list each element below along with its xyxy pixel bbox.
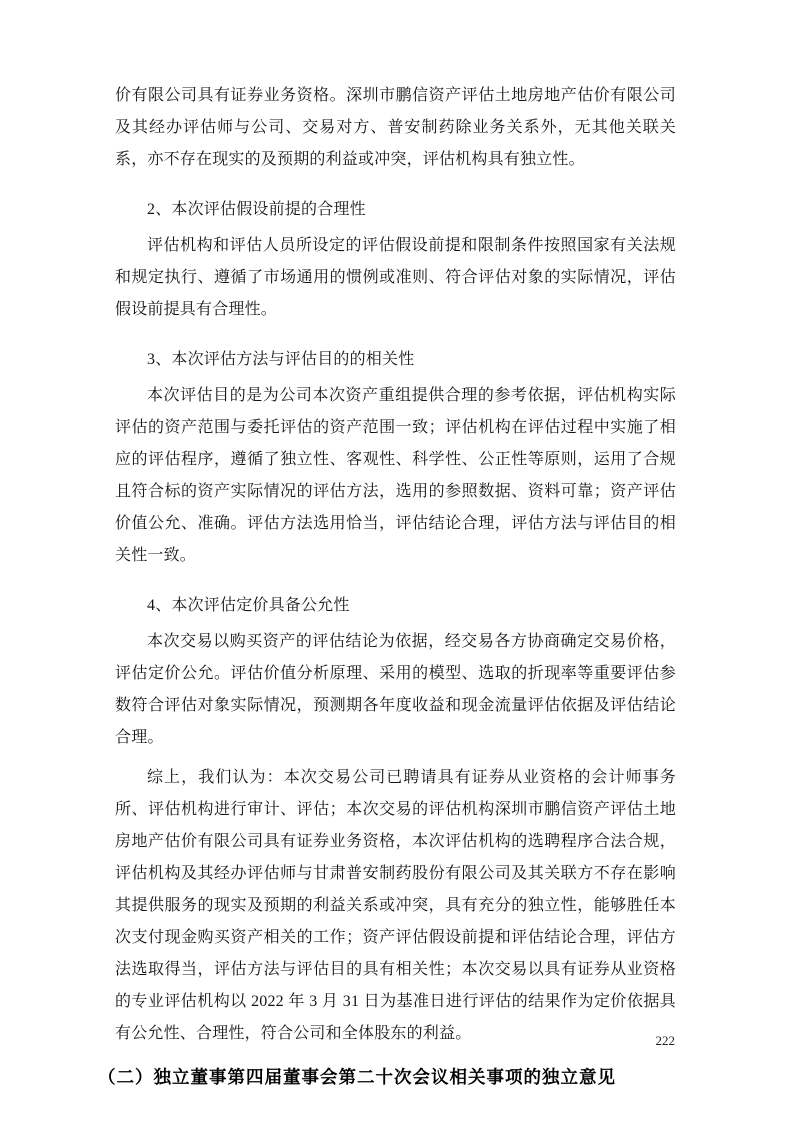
section-body-4: 本次交易以购买资产的评估结论为依据，经交易各方协商确定交易价格，评估定价公允。评估价值分析原理、采用的模型、选取的折现率等重要评估参数符合评估对象实际情况，预测期各年度收益和现金流量评估依据及评估结论合理。 [115,633,676,746]
summary-paragraph: 综上，我们认为：本次交易公司已聘请具有证券从业资格的会计师事务所、评估机构进行审计、评估；本次交易的评估机构深圳市鹏信资产评估土地房地产估价有限公司具有证券业务资格，本次评估机构的选聘程序合法合规，评估机构及其经办评估师与甘肃普安制药股份有限公司及其关联方不存在影响其提供服务的现实及预期的利益关系或冲突，具有充分的独立性，能够胜任本次支付现金购买资产相关的工作；资产评估假设前提和评估结论合理，评估方法选取得当，评估方法与评估目的具有相关性；本次交易以具有证券从业资格的专业评估机构以 2022 年 3 月 31 日为基准日进行评估的结果作为定价依据具有公允性、合理性，符合公司和全体股东的利益。 [115,769,676,1042]
section-body-2: 评估机构和评估人员所设定的评估假设前提和限制条件按照国家有关法规和规定执行、遵循了市场通用的惯例或准则、符合评估对象的实际情况，评估假设前提具有合理性。 [115,237,676,318]
section-heading-3: 3、本次评估方法与评估目的的相关性 [147,351,415,368]
section-body-3: 本次评估目的是为公司本次资产重组提供合理的参考依据，评估机构实际评估的资产范围与委托评估的资产范围一致；评估机构在评估过程中实施了相应的评估程序，遵循了独立性、客观性、科学性、公正性等原则，运用了合规且符合标的资产实际情况的评估方法，选用的参照数据、资料可靠；资产评估价值公允、准确。评估方法选用恰当，评估结论合理，评估方法与评估目的相关性一致。 [115,387,676,564]
section-heading-2: 2、本次评估假设前提的合理性 [147,201,366,218]
section-heading-4: 4、本次评估定价具备公允性 [147,597,350,614]
independent-opinion-heading: （二）独立董事第四届董事会第二十次会议相关事项的独立意见 [98,1067,616,1087]
page-number: 222 [655,1033,675,1048]
paragraph-continuation: 价有限公司具有证券业务资格。深圳市鹏信资产评估土地房地产估价有限公司及其经办评估师与公司、交易对方、普安制药除业务关系外，无其他关联关系，亦不存在现实的及预期的利益或冲突，评估机构具有独立性。 [115,87,676,168]
